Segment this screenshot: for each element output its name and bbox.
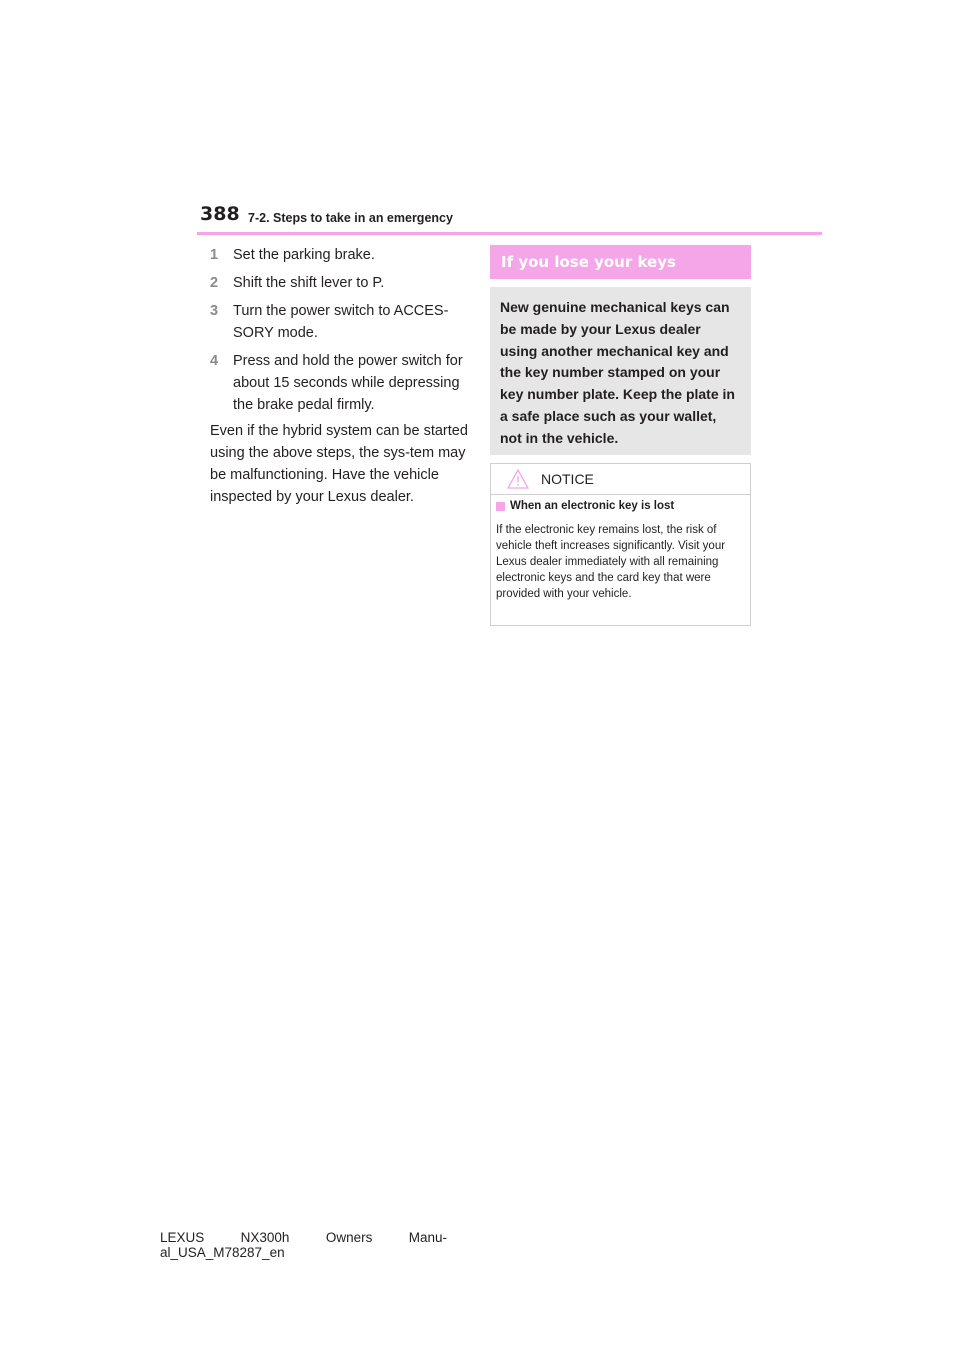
step-text: Set the parking brake.	[233, 247, 375, 263]
steps-list	[210, 244, 472, 422]
footer-line-1	[160, 1230, 447, 1245]
notice-header	[491, 464, 750, 495]
footer-word: NX300h	[240, 1230, 290, 1245]
step-item	[210, 350, 472, 416]
notice-subheading-text: When an electronic key is lost	[510, 500, 675, 512]
step-item	[210, 244, 472, 266]
footer-line-2: al_USA_M78287_en	[160, 1245, 285, 1260]
step-item	[210, 272, 472, 294]
warning-triangle-icon	[507, 469, 529, 489]
body-paragraph: Even if the hybrid system can be started using the above steps, the sys-tem may be malfunctioning. Have the vehicle inspected by your Lexus dealer.	[210, 423, 468, 505]
footer	[160, 1230, 460, 1260]
step-number: 1	[210, 247, 219, 263]
callout-body: New genuine mechanical keys can be made by your Lexus dealer using another mechanical key and the key number stamped on your key number plate. Keep the plate in a safe place such as your wallet, not in the vehicle.	[490, 287, 751, 455]
step-number: 2	[210, 275, 219, 291]
callout-title: If you lose your keys	[490, 245, 751, 279]
step-item	[210, 300, 472, 344]
notice-text: If the electronic key remains lost, the risk of vehicle theft increases significantly. Visit your Lexus dealer immediately with all remaining electronic keys and the card key that were provided with your vehicle.	[496, 524, 726, 600]
step-text: Shift the shift lever to P.	[233, 275, 385, 291]
footer-word: Manu-	[408, 1230, 447, 1245]
page-number: 388	[200, 203, 240, 225]
notice-subheading	[496, 500, 674, 512]
step-text: Press and hold the power switch for about 15 seconds while depressing the brake pedal firmly.	[233, 353, 463, 413]
footer-word: Owners	[325, 1230, 373, 1245]
square-bullet-icon	[496, 502, 505, 511]
step-number: 4	[210, 353, 219, 369]
notice-label: NOTICE	[541, 471, 594, 487]
step-number: 3	[210, 303, 219, 319]
notice-box	[490, 463, 751, 626]
step-text: Turn the power switch to ACCES-SORY mode.	[233, 303, 449, 341]
footer-word: LEXUS	[160, 1230, 205, 1245]
header-rule	[197, 232, 822, 235]
section-title: 7-2. Steps to take in an emergency	[248, 211, 453, 225]
